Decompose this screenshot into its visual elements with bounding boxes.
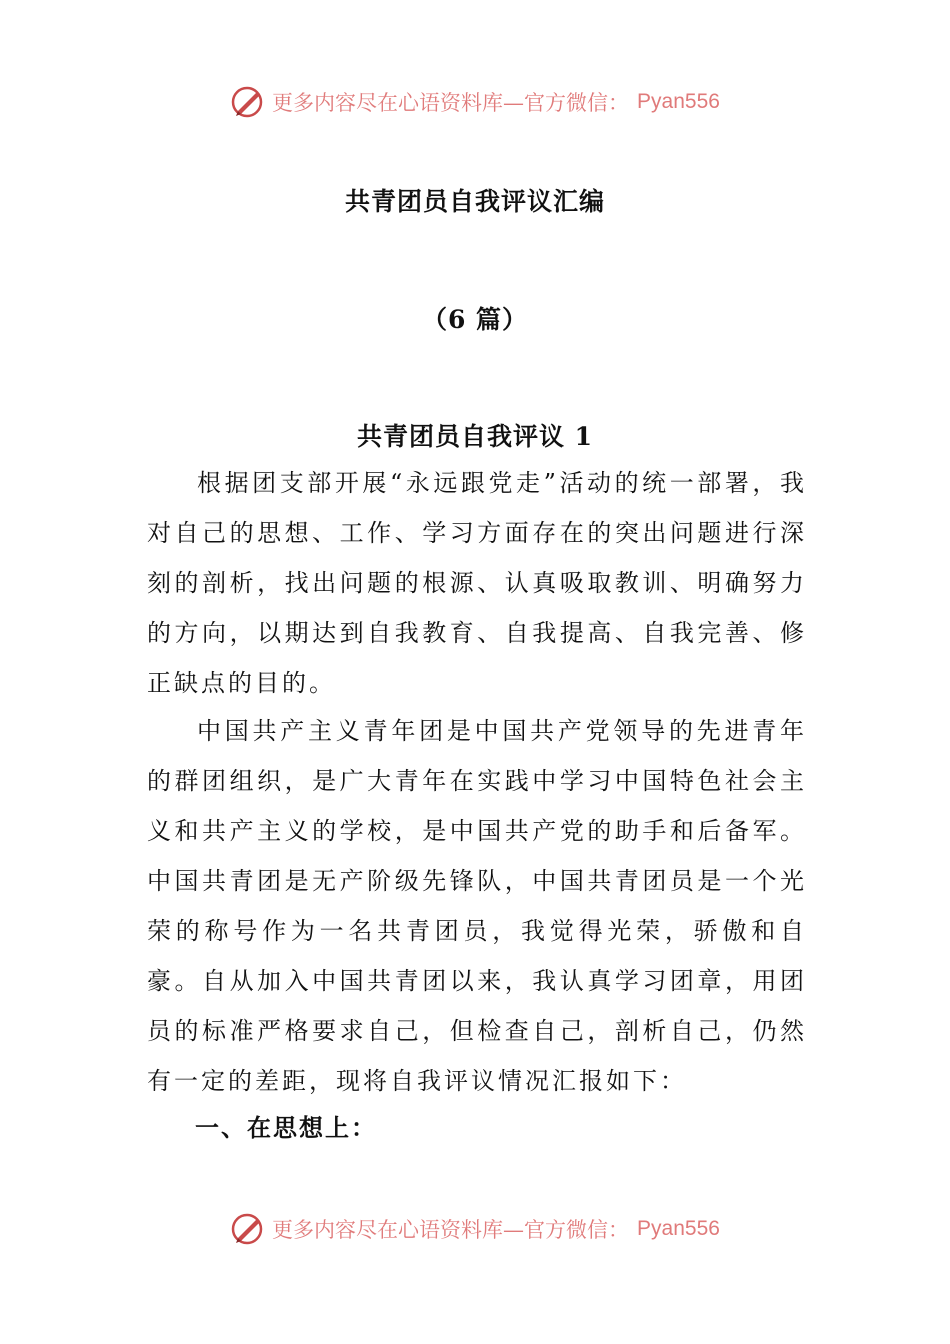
paragraph-text: 中国共产主义青年团是中国共产党领导的先进青年的群团组织，是广大青年在实践中学习中国特色社会主义和共产主义的学校，是中国共产党的助手和后备军。中国共青团是无产阶级先锋队，中国共青团员是一个光荣的称号作为一名共青团员，我觉得光荣，骄傲和自豪。自从加入中国共青团以来，我认真学习团章，用团员的标准严格要求自己，但检查自己，剖析自己，仍然有一定的差距，现将自我评议情况汇报如下： <box>147 717 807 1095</box>
watermark-header <box>0 84 950 120</box>
watermark-footer <box>0 1211 950 1247</box>
pen-logo-icon <box>230 1211 266 1247</box>
paragraph-2 <box>147 706 807 1106</box>
watermark-wechat-id: Pyan556 <box>637 90 720 113</box>
paragraph-1 <box>147 458 807 708</box>
heading-thought: 一、在思想上： <box>195 1113 377 1142</box>
section-title: 共青团员自我评议 1 <box>356 422 594 451</box>
pen-logo-icon <box>230 84 266 120</box>
watermark-wechat-id: Pyan556 <box>637 1217 720 1240</box>
document-count: （6 篇） <box>421 305 529 334</box>
watermark-text: 更多内容尽在心语资料库—官方微信： <box>272 1218 630 1242</box>
paragraph-text: 根据团支部开展“永远跟党走”活动的统一部署，我对自己的思想、工作、学习方面存在的突出问题进行深刻的剖析，找出问题的根源、认真吸取教训、明确努力的方向，以期达到自我教育、自我提高、自我完善、修正缺点的目的。 <box>147 469 807 697</box>
document-title: 共青团员自我评议汇编 <box>344 187 605 216</box>
watermark-text: 更多内容尽在心语资料库—官方微信： <box>272 91 630 115</box>
